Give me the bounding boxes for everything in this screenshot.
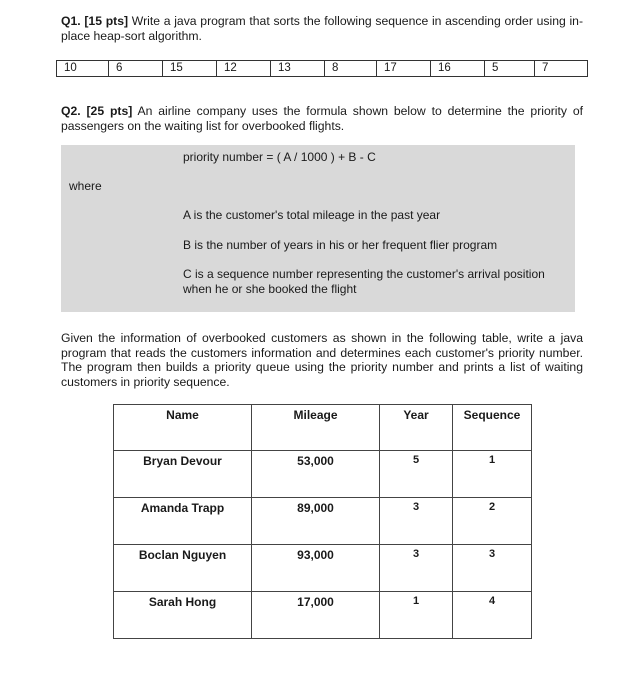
where-label: where — [69, 179, 102, 193]
customer-mileage: 17,000 — [252, 592, 380, 639]
question-1-text: Write a java program that sorts the following sequence in ascending order using in-place heap-sort algorithm. — [61, 14, 584, 43]
customer-sequence: 1 — [453, 451, 532, 498]
question-1-label: Q1. [15 pts] — [61, 14, 129, 28]
formula-box — [61, 145, 575, 312]
sequence-cell: 8 — [325, 61, 377, 77]
table-row — [114, 451, 532, 498]
question-2-text: An airline company uses the formula shown below to determine the priority of passengers on the waiting list for overbooked flights. — [61, 104, 584, 133]
customer-year: 1 — [380, 592, 453, 639]
customer-name: Bryan Devour — [114, 451, 252, 498]
sequence-cell: 5 — [485, 61, 535, 77]
customer-sequence: 2 — [453, 498, 532, 545]
header-sequence: Sequence — [453, 405, 532, 451]
customer-name: Sarah Hong — [114, 592, 252, 639]
sequence-cell: 7 — [535, 61, 588, 77]
sequence-cell: 16 — [431, 61, 485, 77]
header-year: Year — [380, 405, 453, 451]
sequence-table — [56, 60, 588, 77]
table-row — [114, 545, 532, 592]
instructions-paragraph: Given the information of overbooked customers as shown in the following table, write a java program that reads the customers information and determines each customer's priority number. The program then builds a priority queue using the priority number and prints a list of waiting customers in priority sequence. — [61, 331, 583, 389]
customer-name: Amanda Trapp — [114, 498, 252, 545]
definition-a: A is the customer's total mileage in the past year — [183, 208, 441, 222]
question-2 — [61, 104, 583, 133]
header-mileage: Mileage — [252, 405, 380, 451]
customer-sequence: 3 — [453, 545, 532, 592]
question-1 — [61, 14, 583, 43]
customer-mileage: 93,000 — [252, 545, 380, 592]
definition-b: B is the number of years in his or her frequent flier program — [183, 238, 498, 252]
customer-mileage: 89,000 — [252, 498, 380, 545]
customer-year: 3 — [380, 545, 453, 592]
customer-sequence: 4 — [453, 592, 532, 639]
question-2-label: Q2. [25 pts] — [61, 104, 133, 118]
table-header-row — [114, 405, 532, 451]
customer-name: Boclan Nguyen — [114, 545, 252, 592]
sequence-cell: 15 — [163, 61, 217, 77]
table-row — [114, 592, 532, 639]
definition-c: C is a sequence number representing the customer's arrival position when he or she booked the flight — [183, 267, 545, 296]
priority-formula: priority number = ( A / 1000 ) + B - C — [183, 150, 376, 164]
sequence-cell: 13 — [271, 61, 325, 77]
customer-mileage: 53,000 — [252, 451, 380, 498]
customers-table — [113, 404, 532, 639]
sequence-cell: 10 — [57, 61, 109, 77]
sequence-cell: 17 — [377, 61, 431, 77]
customer-year: 3 — [380, 498, 453, 545]
header-name: Name — [114, 405, 252, 451]
sequence-row — [57, 61, 588, 77]
customer-year: 5 — [380, 451, 453, 498]
sequence-cell: 6 — [109, 61, 163, 77]
table-row — [114, 498, 532, 545]
sequence-cell: 12 — [217, 61, 271, 77]
